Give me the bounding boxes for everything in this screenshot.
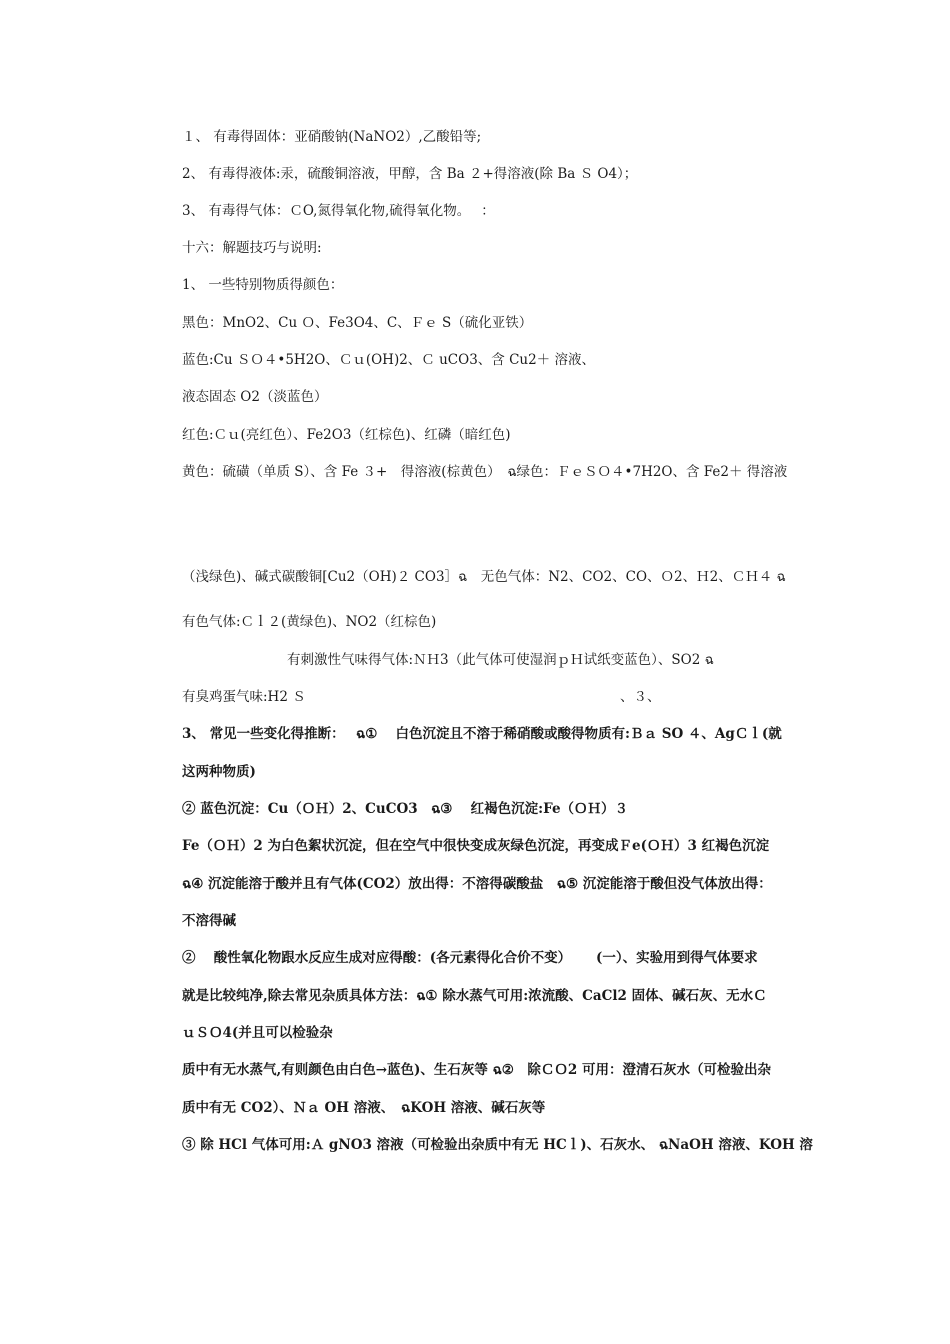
section-heading: 十六：解题技巧与说明: bbox=[182, 240, 322, 256]
text-line: ฉ④ 沉淀能溶于酸并且有气体(CO2）放出得：不溶得碳酸盐 ฉ⑤ 沉淀能溶于酸但没气体放出得： bbox=[182, 876, 772, 892]
text-line: 液态固态 O2（淡蓝色） bbox=[182, 389, 328, 405]
text-line: ② 蓝色沉淀：Cu（ＯＨ）2、CuCO3 ฉ③ 红褐色沉淀:Fe（ＯＨ）３ bbox=[182, 801, 629, 817]
text-line: 2、 有毒得液体:汞，硫酸铜溶液，甲醇，含 Ba ２+得溶液(除 Ba Ｓ O4）； bbox=[182, 166, 638, 182]
text-line: 3、 常见一些变化得推断： ฉ① 白色沉淀且不溶于稀硝酸或酸得物质有:Ｂａ SO ４、AgＣｌ(就 bbox=[182, 726, 782, 742]
text-line: 质中有无 CO2）、Ｎａ OH 溶液、 ฉKOH 溶液、碱石灰等 bbox=[182, 1100, 546, 1116]
text-line: 这两种物质) bbox=[182, 764, 256, 780]
text-line: 蓝色:Cu ＳＯ４•5H2O、Ｃｕ(OH)2、Ｃ uCO3、含 Cu2＋ 溶液、 bbox=[182, 352, 595, 368]
text-line: 红色:Ｃｕ(亮红色）、Fe2O3（红棕色)、红磷（暗红色) bbox=[182, 427, 511, 443]
text-line: 3、 有毒得气体：ＣO,氮得氧化物,硫得氧化物。 ： bbox=[182, 203, 495, 219]
text-line: Fe（ＯＨ）2 为白色絮状沉淀，但在空气中很快变成灰绿色沉淀，再变成Ｆe(ＯＨ）3 红褐色沉淀 bbox=[182, 838, 770, 854]
text-line: ｕＳＯ4(并且可以检验杂 bbox=[182, 1025, 333, 1041]
text-line: 有刺激性气味得气体:ＮＨ3（此气体可使湿润ｐＨ试纸变蓝色）、SO2 ฉ bbox=[287, 652, 714, 668]
text-line: 不溶得碱 bbox=[182, 913, 236, 929]
text-line: 黑色：MnO2、Cu Ｏ、Fe3O4、C、Ｆｅ S（硫化亚铁） bbox=[182, 315, 533, 331]
text-line: （浅绿色)、碱式碳酸铜[Cu2（OH)２ CO3］ฉ 无色气体：N2、CO2、CO、Ｏ2、Ｈ2、ＣＨ４ ฉ bbox=[182, 569, 786, 585]
text-fragment: 、３、 bbox=[620, 689, 661, 705]
text-line: 黄色：硫磺（单质 S）、含 Fe ３+ 得溶液(棕黄色） ฉ绿色：ＦｅＳＯ４•7H2O、含 Fe2＋ 得溶液 bbox=[182, 464, 788, 480]
text-line: 有臭鸡蛋气味:H2 Ｓ bbox=[182, 689, 306, 705]
text-line: 质中有无水蒸气,有则颜色由白色→蓝色)、生石灰等 ฉ② 除ＣＯ2 可用：澄清石灰水（可检验出杂 bbox=[182, 1062, 771, 1078]
text-line: ③ 除 HCl 气体可用:Ａ gNO3 溶液（可检验出杂质中有无 HCｌ)、石灰水、 ฉNaOH 溶液、KOH 溶 bbox=[182, 1137, 813, 1153]
text-line: 1、 一些特别物质得颜色： bbox=[182, 277, 344, 293]
text-line: 就是比较纯净,除去常见杂质具体方法：ฉ① 除水蒸气可用:浓流酸、CaCl2 固体、碱石灰、无水Ｃ bbox=[182, 988, 767, 1004]
text-line: １、 有毒得固体：亚硝酸钠(NaNO2）,乙酸铅等; bbox=[182, 129, 482, 145]
text-line: 有色气体:Ｃｌ２(黄绿色)、NO2（红棕色) bbox=[182, 614, 437, 630]
text-line: ② 酸性氧化物跟水反应生成对应得酸：(各元素得化合价不变） (一）、实验用到得气体要求 bbox=[182, 950, 758, 966]
